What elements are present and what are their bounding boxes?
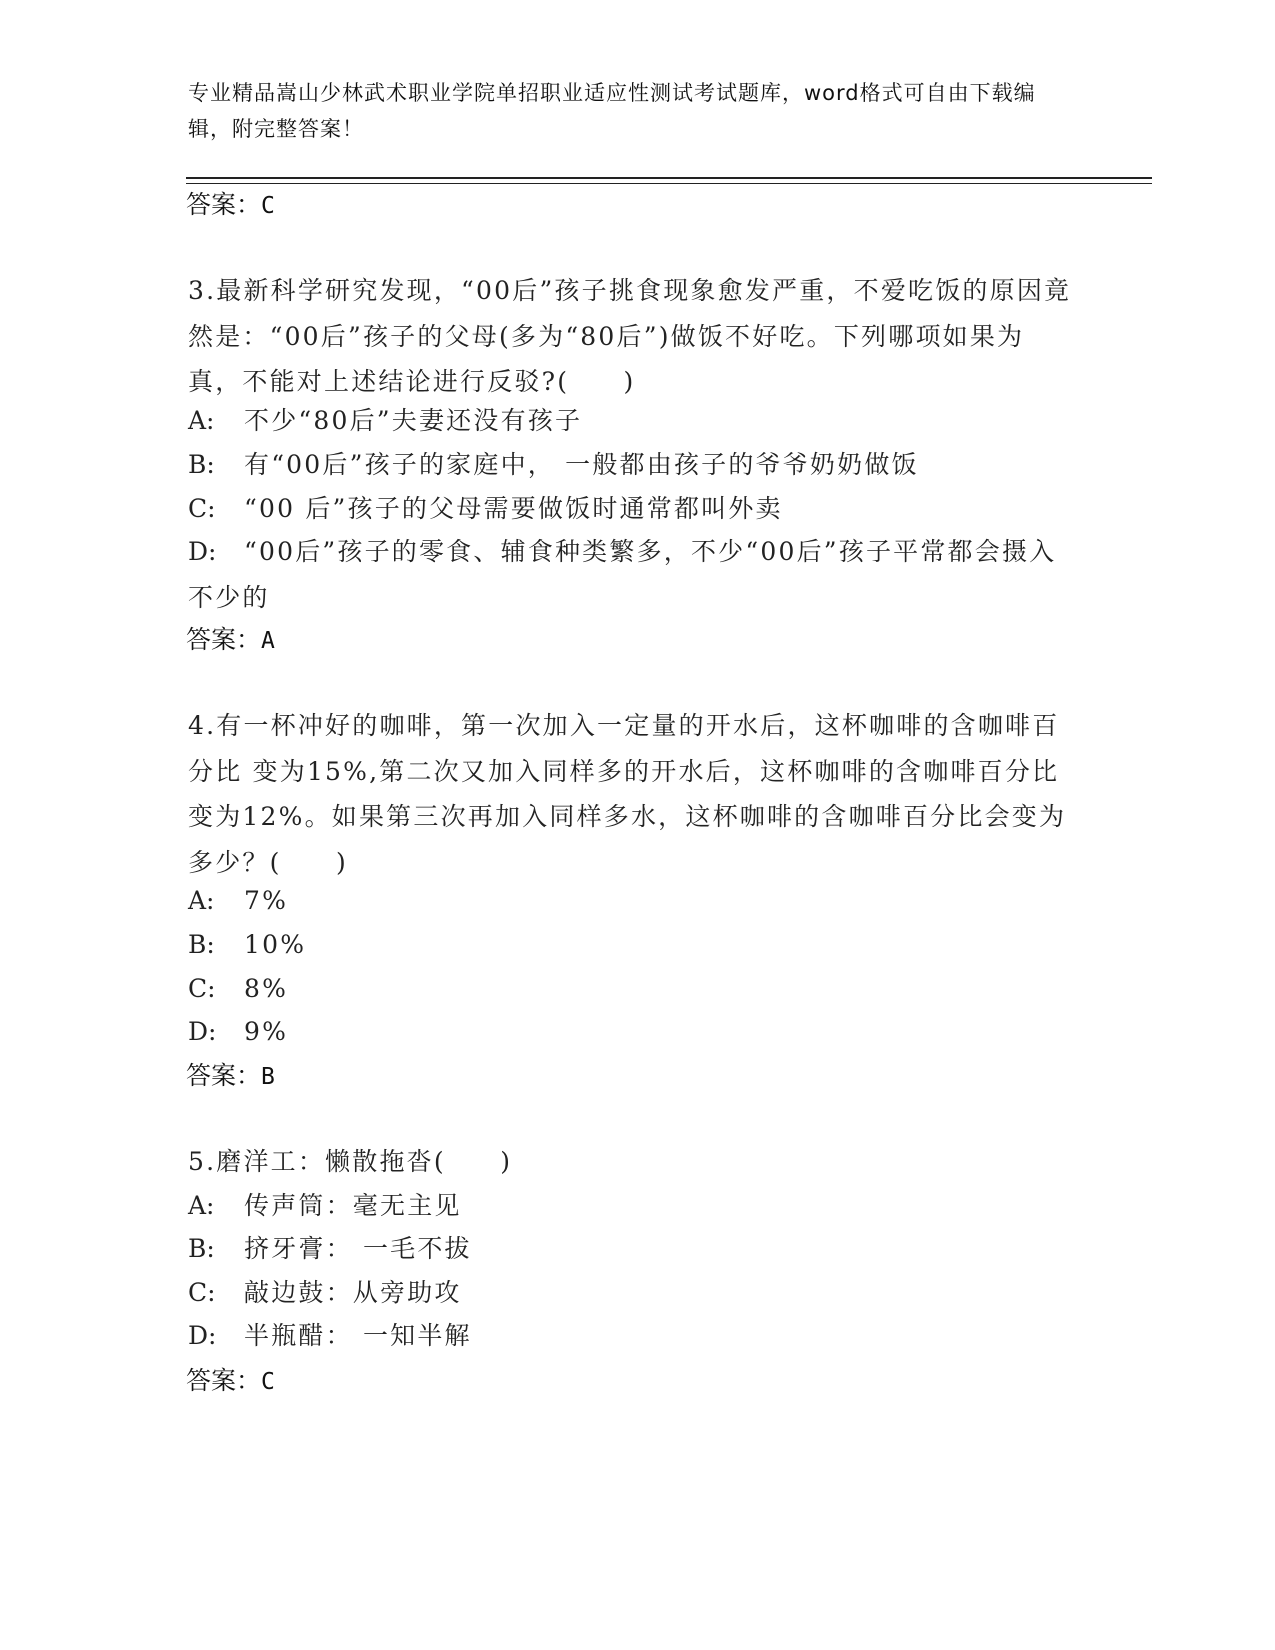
answer-q5 bbox=[186, 1364, 275, 1399]
answer-value: C bbox=[261, 193, 275, 219]
question-4-option-c bbox=[188, 966, 1078, 1012]
option-letter: B: bbox=[188, 930, 215, 959]
header-rule-thick bbox=[186, 177, 1152, 179]
answer-label: 答案： bbox=[186, 625, 262, 654]
answer-q2 bbox=[186, 188, 275, 223]
question-4-stem: 4.有一杯冲好的咖啡，第一次加入一定量的开水后，这杯咖啡的含咖啡百分比 变为15%,第二次又加入同样多的开水后，这杯咖啡的含咖啡百分比变为12%。如果第三次再加入同样多水，这杯咖啡的含咖啡百分比会变为多少？( ) bbox=[188, 711, 1067, 877]
option-letter: D: bbox=[188, 1017, 217, 1046]
answer-value: A bbox=[261, 628, 275, 654]
answer-label: 答案： bbox=[186, 1366, 262, 1395]
question-5-option-c bbox=[188, 1270, 1078, 1316]
question-4-option-a bbox=[188, 878, 1078, 924]
question-4-option-d bbox=[188, 1009, 1078, 1055]
question-4-option-b bbox=[188, 922, 1078, 968]
option-letter: D: bbox=[188, 537, 217, 566]
option-text: 挤牙膏： 一毛不拔 bbox=[244, 1234, 472, 1263]
option-letter: A: bbox=[188, 406, 215, 435]
option-letter: C: bbox=[188, 1278, 216, 1307]
option-text: 半瓶醋： 一知半解 bbox=[244, 1321, 472, 1350]
question-3-option-c bbox=[188, 486, 1078, 532]
option-text: 传声筒：毫无主见 bbox=[244, 1191, 462, 1220]
question-3-stem: 3.最新科学研究发现，“00后”孩子挑食现象愈发严重，不爱吃饭的原因竟然是：“00后”孩子的父母(多为“80后”)做饭不好吃。下列哪项如果为真，不能对上述结论进行反驳?( ) bbox=[188, 276, 1072, 396]
answer-q4 bbox=[186, 1059, 275, 1094]
question-3-option-d bbox=[188, 529, 1078, 620]
question-5-option-a bbox=[188, 1183, 1078, 1229]
option-text: 9% bbox=[244, 1017, 289, 1046]
option-letter: B: bbox=[188, 450, 215, 479]
option-letter: C: bbox=[188, 494, 216, 523]
answer-q3 bbox=[186, 623, 275, 658]
answer-value: C bbox=[261, 1369, 275, 1395]
question-5-option-b bbox=[188, 1226, 1078, 1272]
answer-label: 答案： bbox=[186, 190, 262, 219]
option-text: 不少“80后”夫妻还没有孩子 bbox=[244, 406, 583, 435]
option-text: 8% bbox=[244, 974, 289, 1003]
answer-label: 答案： bbox=[186, 1061, 262, 1090]
question-3-option-a bbox=[188, 398, 1078, 444]
header-rule-thin bbox=[186, 183, 1152, 184]
option-letter: A: bbox=[188, 1191, 215, 1220]
option-text: 7% bbox=[244, 886, 289, 915]
page-header: 专业精品嵩山少林武术职业学院单招职业适应性测试考试题库，word格式可自由下载编辑，附完整答案！ bbox=[188, 81, 1036, 141]
question-3-option-b bbox=[188, 442, 1078, 488]
option-text: “00后”孩子的零食、辅食种类繁多，不少“00后”孩子平常都会摄入不少的 bbox=[188, 537, 1057, 612]
question-5-stem: 5.磨洋工：懒散拖沓( ) bbox=[188, 1147, 513, 1176]
answer-value: B bbox=[261, 1064, 275, 1090]
option-letter: D: bbox=[188, 1321, 217, 1350]
option-text: 敲边鼓：从旁助攻 bbox=[244, 1278, 462, 1307]
option-letter: C: bbox=[188, 974, 216, 1003]
option-letter: A: bbox=[188, 886, 215, 915]
option-text: “00 后”孩子的父母需要做饭时通常都叫外卖 bbox=[244, 494, 783, 523]
option-letter: B: bbox=[188, 1234, 215, 1263]
question-5-option-d bbox=[188, 1313, 1078, 1359]
option-text: 有“00后”孩子的家庭中， 一般都由孩子的爷爷奶奶做饭 bbox=[244, 450, 919, 479]
option-text: 10% bbox=[244, 930, 307, 959]
